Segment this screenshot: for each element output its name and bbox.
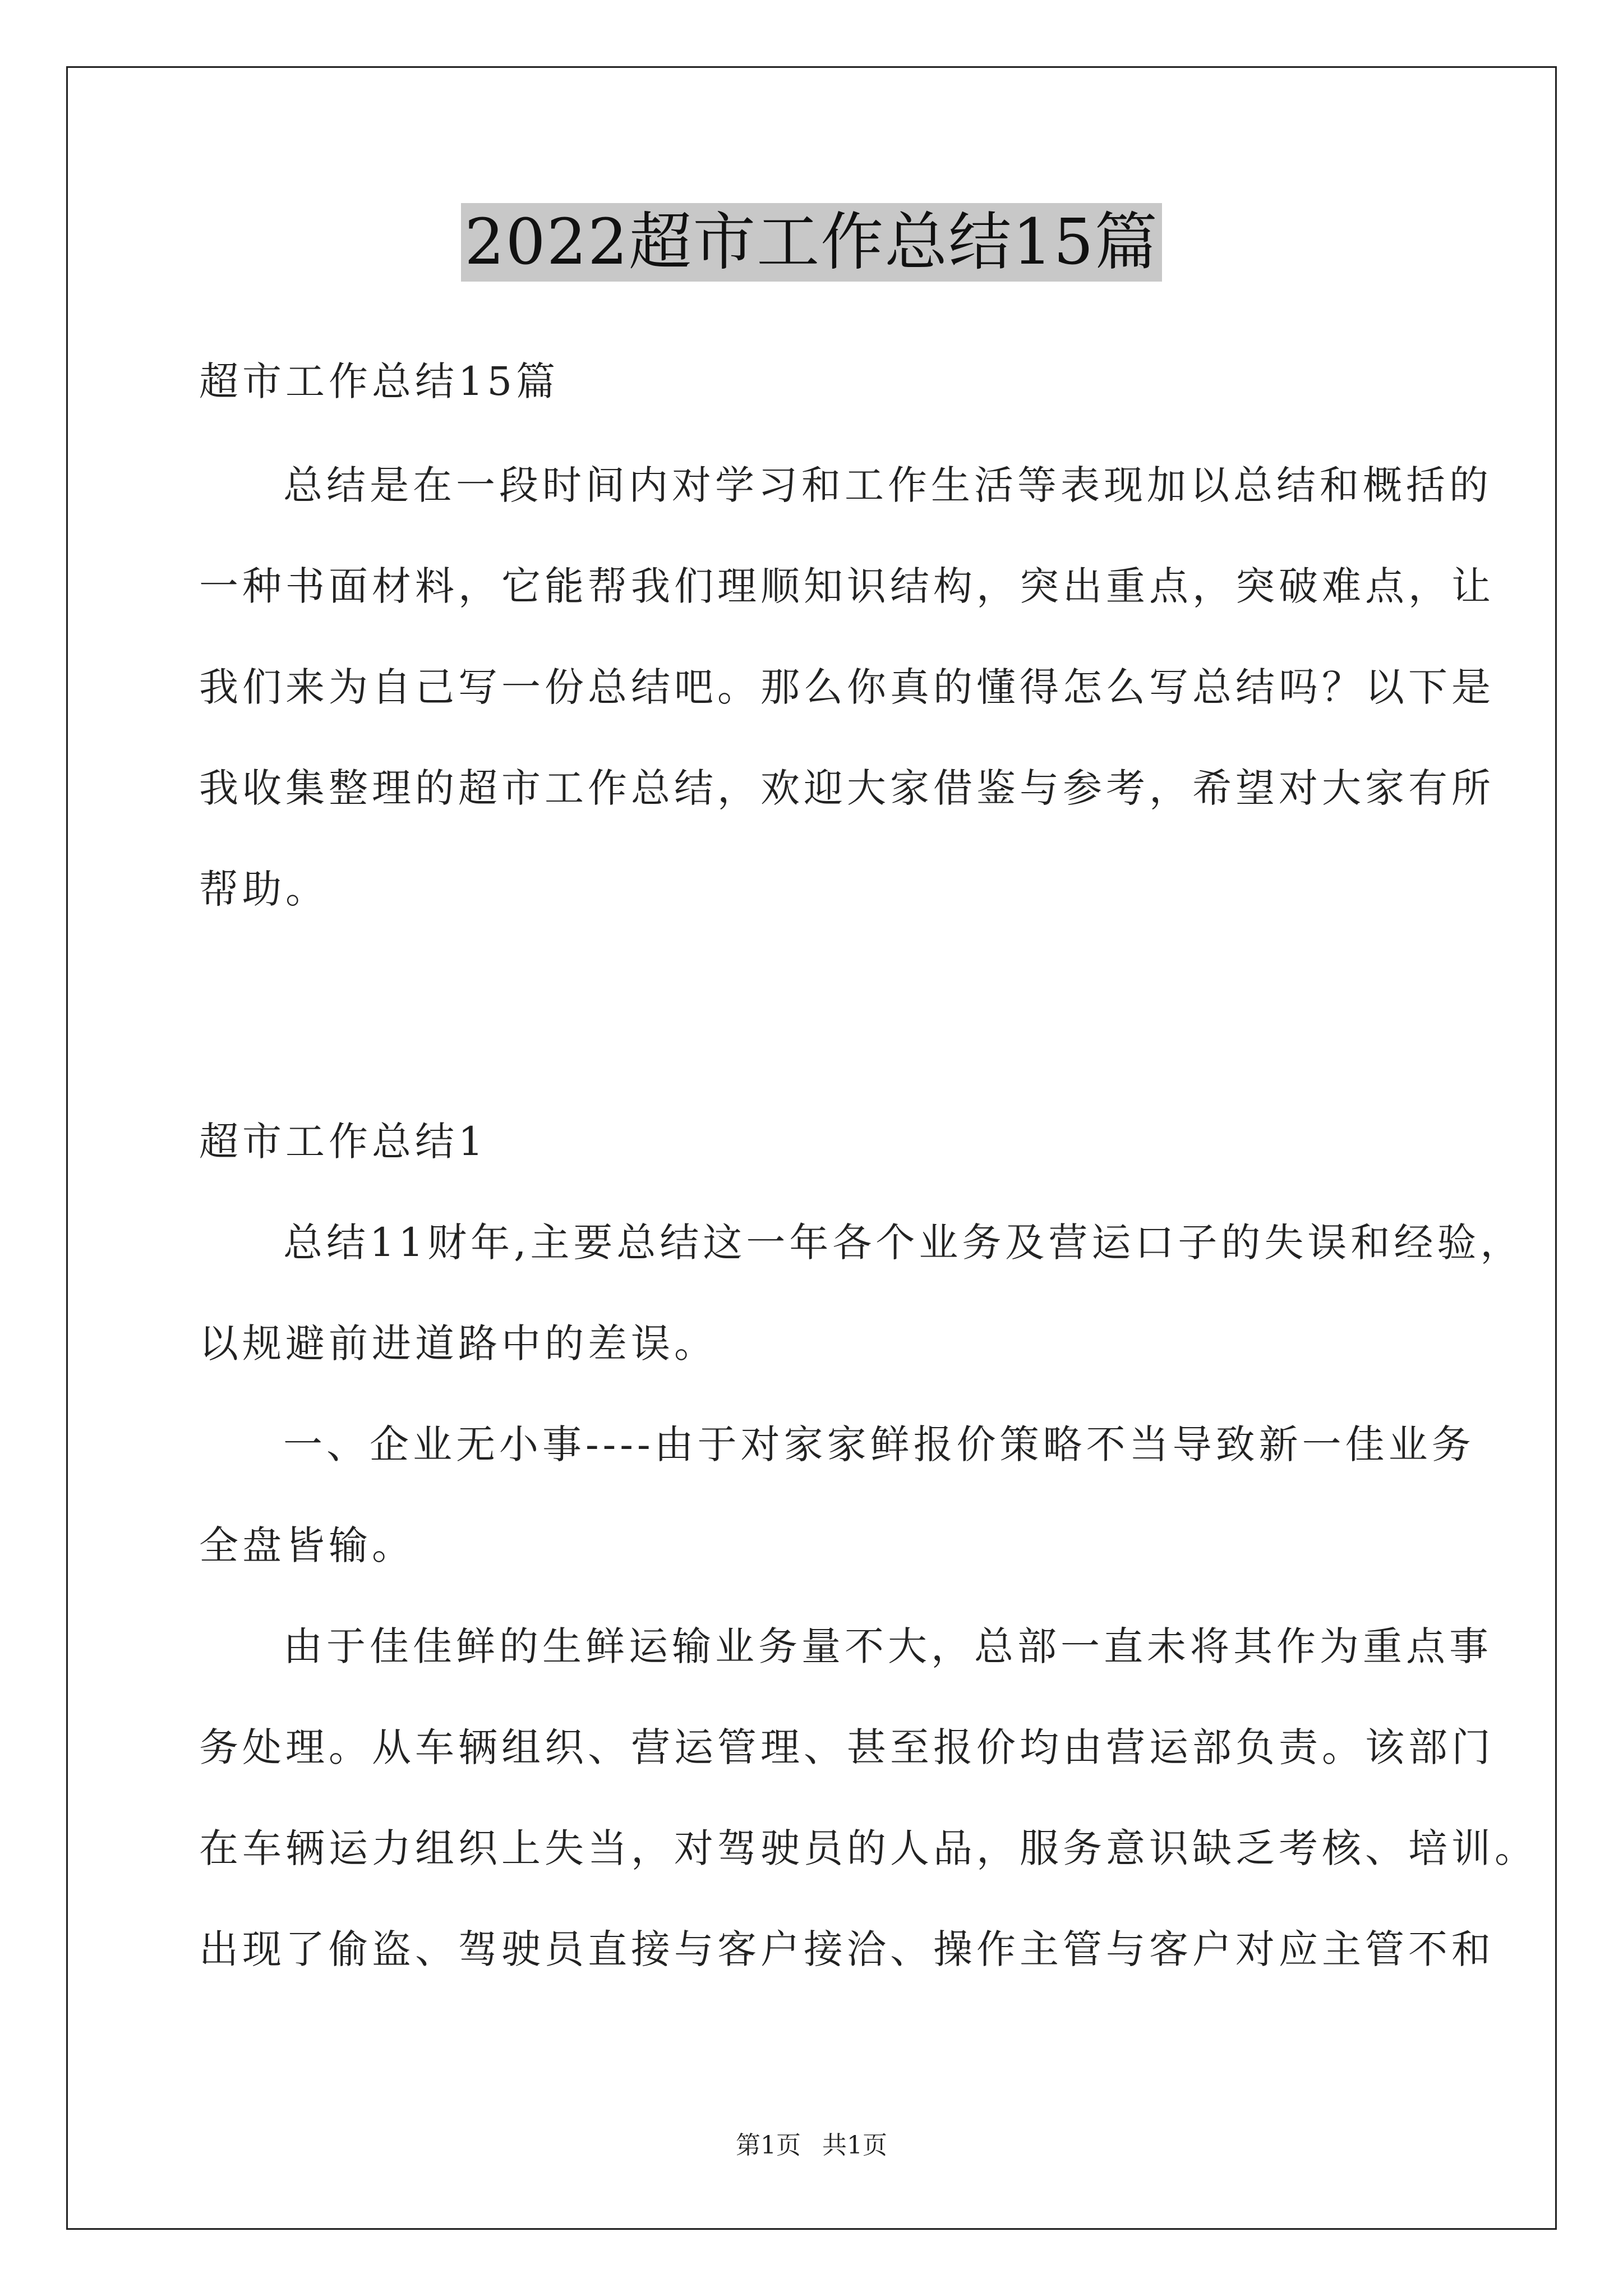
section-line-5: 由于佳佳鲜的生鲜运输业务量不大，总部一直未将其作为重点事 [283,1623,1492,1669]
section-line-3: 一、企业无小事----由于对家家鲜报价策略不当导致新一佳业务 [283,1421,1475,1467]
page-footer [0,2129,1623,2162]
document-title-container [0,203,1623,282]
intro-line-1: 总结是在一段时间内对学习和工作生活等表现加以总结和概括的 [283,462,1492,508]
section-line-1: 总结11财年,主要总结这一年各个业务及营运口子的失误和经验， [283,1220,1524,1266]
document-subtitle: 超市工作总结15篇 [199,358,560,404]
section-line-4: 全盘皆输。 [199,1522,415,1568]
intro-line-4: 我收集整理的超市工作总结，欢迎大家借鉴与参考，希望对大家有所 [199,765,1495,811]
section-heading: 超市工作总结1 [199,1119,487,1165]
document-title: 2022超市工作总结15篇 [461,203,1162,282]
intro-line-5: 帮助。 [199,866,329,912]
intro-line-3: 我们来为自己写一份总结吧。那么你真的懂得怎么写总结吗？以下是 [199,664,1495,710]
section-line-6: 务处理。从车辆组织、营运管理、甚至报价均由营运部负责。该部门 [199,1724,1495,1770]
section-line-8: 出现了偷盗、驾驶员直接与客户接洽、操作主管与客户对应主管不和 [199,1926,1495,1972]
intro-line-2: 一种书面材料，它能帮我们理顺知识结构，突出重点，突破难点，让 [199,563,1495,609]
section-line-7: 在车辆运力组织上失当，对驾驶员的人品，服务意识缺乏考核、培训。 [199,1825,1538,1871]
page-number-current: 第1页 [736,2131,801,2160]
page-number-total: 共1页 [822,2131,887,2160]
section-line-2: 以规避前进道路中的差误。 [199,1320,717,1366]
